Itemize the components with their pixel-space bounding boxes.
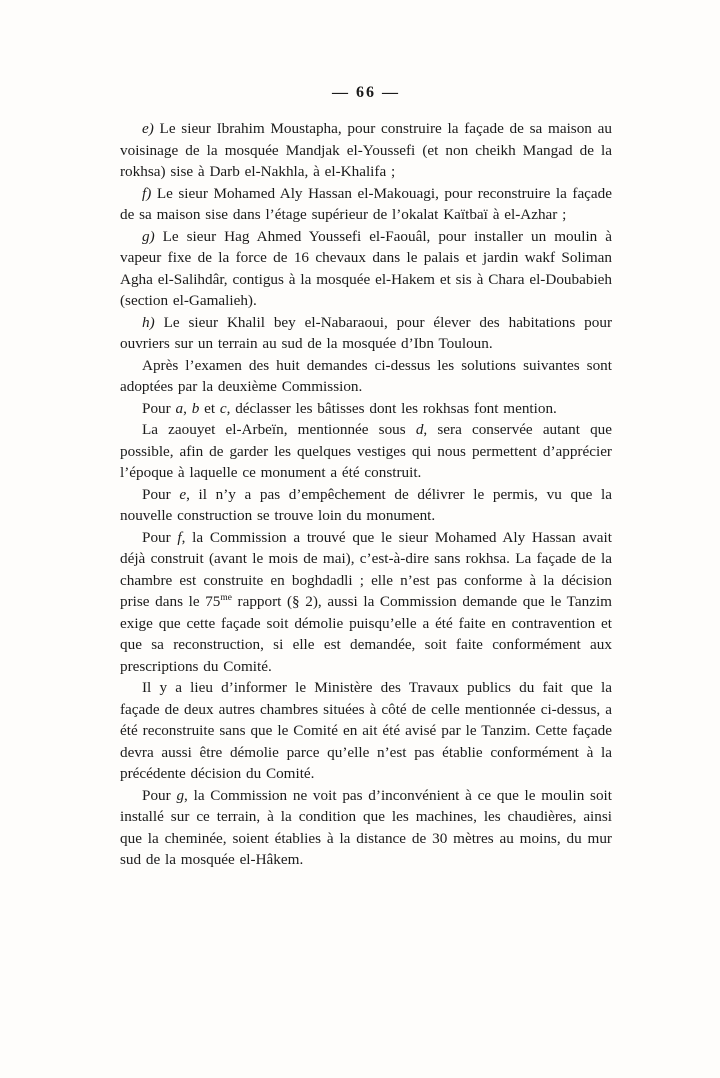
text-segment: g): [142, 227, 163, 245]
text-segment: Le sieur Hag Ahmed Youssefi el-Faouâl, pour installer un moulin à vapeur fixe de la force de 16 chevaux dans le palais et jardin wakf Soliman Agha el-Salihdâr, contigus à la mosquée el-Hakem et sis à Chara el-Doubabieh (section el-Gamalieh).: [120, 227, 612, 309]
paragraph: [120, 677, 612, 785]
paragraph: [120, 355, 612, 398]
text-segment: ,: [183, 399, 192, 417]
text-segment: me: [220, 592, 232, 603]
text-segment: Pour: [142, 786, 177, 804]
text-segment: , la Commission a trouvé que le sieur Mohamed Aly Hassan avait déjà construit (avant le mois de mai), c’est-à-dire sans rokhsa. La façade de la chambre est construite en boghdadli ; elle n’est pas conforme à la décision prise dans le 75: [120, 528, 612, 610]
page-content: [120, 84, 612, 871]
paragraph: [120, 785, 612, 871]
paragraph: [120, 312, 612, 355]
text-segment: Il y a lieu d’informer le Ministère des Travaux publics du fait que la façade de deux autres chambres situées à côté de celle mentionnée ci-dessus, a été reconstruite sans que le Comité en ait été avisé par le Tanzim. Cette façade devra aussi être démolie parce qu’elle n’est pas établie conformément à la précédente décision du Comité.: [120, 679, 612, 782]
text-segment: Le sieur Khalil bey el-Nabaraoui, pour élever des habitations pour ouvriers sur un terrain au sud de la mosquée d’Ibn Touloun.: [120, 313, 613, 352]
text-segment: f): [142, 184, 157, 202]
paragraph: [120, 484, 612, 527]
text-segment: g: [176, 786, 185, 804]
text-segment: , déclasser les bâtisses dont les rokhsas font mention.: [226, 399, 557, 417]
text-segment: , la Commission ne voit pas d’inconvénient à ce que le moulin soit installé sur ce terrain, à la condition que les machines, les chaudières, ainsi que la cheminée, soient établies à la distance de 30 mètres au moins, du mur sud de la mosquée el-Hâkem.: [120, 786, 612, 868]
text-segment: La zaouyet el-Arbeïn, mentionnée sous: [142, 421, 416, 438]
text-segment: e): [142, 120, 160, 137]
text-segment: Pour: [142, 528, 178, 546]
text-segment: et: [199, 399, 220, 417]
text-segment: b: [191, 399, 200, 417]
paragraph: [120, 419, 612, 484]
text-segment: , sera conservée autant que possible, afin de garder les quelques vestiges qui nous permettent d’apprécier l’époque à laquelle ce monument a été construit.: [120, 421, 613, 481]
text-segment: f: [177, 528, 182, 546]
text-segment: Le sieur Ibrahim Moustapha, pour construire la façade de sa maison au voisinage de la mosquée Mandjak el-Youssefi (et non cheikh Mangad de la rokhsa) sise à Darb el-Nakhla, à el-Khalifa ;: [120, 120, 612, 180]
text-segment: rapport (§ 2), aussi la Commission demande que le Tanzim exige que cette façade soit démolie puisqu’elle a été faite en contravention et que sa reconstruction, si elle est demandée, soit faite conformément aux prescriptions du Comité.: [120, 593, 612, 675]
text-segment: Après l’examen des huit demandes ci-dessus les solutions suivantes sont adoptées par la deuxième Commission.: [120, 356, 612, 395]
paragraph: [120, 226, 612, 312]
text-segment: , il n’y a pas d’empêchement de délivrer le permis, vu que la nouvelle construction se trouve loin du monument.: [120, 485, 612, 524]
text-segment: c: [219, 399, 227, 417]
text-segment: e: [179, 485, 187, 503]
text-segment: Le sieur Mohamed Aly Hassan el-Makouagi, pour reconstruire la façade de sa maison sise dans l’étage supérieur de l’okalat Kaïtbaï à el-Azhar ;: [120, 184, 612, 223]
text-segment: Pour: [142, 399, 176, 417]
text-segment: Pour: [142, 485, 180, 503]
paragraph: [120, 183, 612, 226]
paragraph: [120, 398, 612, 420]
text-segment: a: [175, 399, 184, 417]
paragraph: [120, 527, 612, 678]
paragraph: [120, 118, 612, 183]
page-text: [120, 118, 612, 871]
page-number: — 66 —: [332, 84, 400, 101]
text-segment: h): [142, 313, 164, 331]
text-segment: d: [415, 421, 424, 438]
